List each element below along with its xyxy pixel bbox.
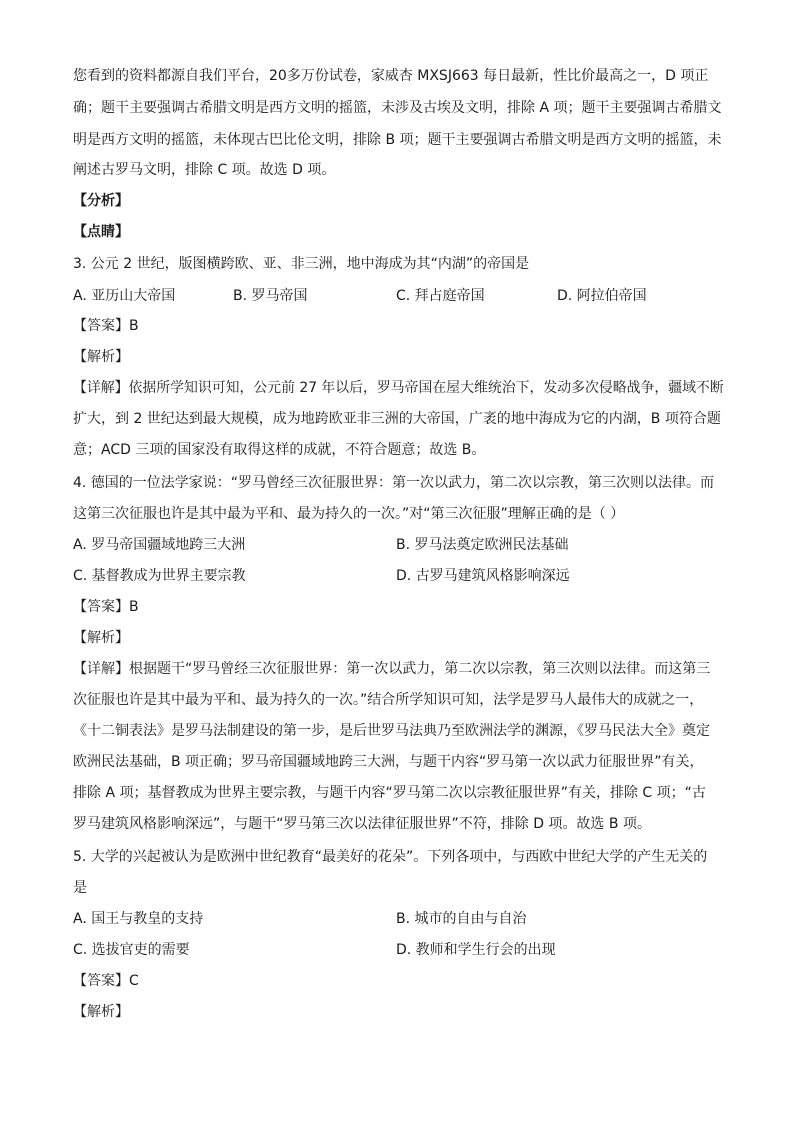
comment-tag: 【点睛】 [73, 224, 129, 240]
q4-option-b: B. 罗马法奠定欧洲民法基础 [396, 537, 569, 553]
intro-line-4: 阐述古罗马文明，排除 C 项。故选 D 项。 [73, 162, 336, 178]
q4-detail-4: 欧洲民法基础，B 项正确；罗马帝国疆域地跨三大洲，与题干内容“罗马第一次以武力征服世界”有关， [73, 754, 704, 770]
q4-option-c: C. 基督教成为世界主要宗教 [73, 568, 246, 584]
q5-option-c: C. 选拔官吏的需要 [73, 942, 190, 958]
q5-option-a: A. 国王与教皇的支持 [73, 911, 204, 927]
q4-option-a: A. 罗马帝国疆域地跨三大洲 [73, 537, 246, 553]
q3-analysis-tag: 【解析】 [73, 349, 129, 365]
q3-option-d: D. 阿拉伯帝国 [557, 288, 647, 304]
q5-stem-2: 是 [73, 880, 87, 896]
q3-option-b: B. 罗马帝国 [233, 288, 308, 304]
q3-option-c: C. 拜占庭帝国 [396, 288, 485, 304]
q4-answer: 【答案】B [73, 599, 139, 615]
q4-option-d: D. 古罗马建筑风格影响深远 [396, 568, 570, 584]
q4-detail-2: 次征服也许是其中最为平和、最为持久的一次。”结合所学知识可知，法学是罗马人最伟大的成就之一， [73, 692, 704, 708]
q5-analysis-tag: 【解析】 [73, 1004, 129, 1020]
q4-stem-1: 4. 德国的一位法学家说：“罗马曾经三次征服世界：第一次以武力，第二次以宗教，第三次则以法律。而 [73, 475, 715, 491]
q3-answer: 【答案】B [73, 318, 139, 334]
intro-line-2: 确；题干主要强调古希腊文明是西方文明的摇篮，未涉及古埃及文明，排除 A 项；题干主要强调古希腊文 [73, 100, 722, 116]
q3-detail-1: 【详解】依据所学知识可知，公元前 27 年以后，罗马帝国在屋大维统治下，发动多次侵略战争，疆域不断 [73, 380, 724, 396]
q5-option-b: B. 城市的自由与自治 [396, 911, 527, 927]
q4-analysis-tag: 【解析】 [73, 630, 129, 646]
q3-detail-3: 意；ACD 三项的国家没有取得这样的成就，不符合题意；故选 B。 [73, 442, 486, 458]
q3-detail-2: 扩大，到 2 世纪达到最大规模，成为地跨欧亚非三洲的大帝国，广袤的地中海成为它的内湖，B 项符合题 [73, 411, 721, 427]
q3-option-a: A. 亚历山大帝国 [73, 288, 176, 304]
q4-detail-3: 《十二铜表法》是罗马法制建设的第一步，是后世罗马法典乃至欧洲法学的渊源，《罗马民法大全》奠定 [73, 723, 710, 739]
q4-detail-6: 罗马建筑风格影响深远”，与题干“罗马第三次以法律征服世界”不符，排除 D 项。故选 B 项。 [73, 816, 651, 832]
intro-line-3: 明是西方文明的摇篮，未体现古巴比伦文明，排除 B 项；题干主要强调古希腊文明是西方文明的摇篮，未 [73, 132, 722, 148]
q5-stem-1: 5. 大学的兴起被认为是欧洲中世纪教育“最美好的花朵”。下列各项中，与西欧中世纪大学的产生无关的 [73, 849, 708, 865]
q3-stem: 3. 公元 2 世纪，版图横跨欧、亚、非三洲，地中海成为其“内湖”的帝国是 [73, 256, 530, 272]
analysis-tag: 【分析】 [73, 193, 129, 209]
q5-option-d: D. 教师和学生行会的出现 [396, 942, 556, 958]
q4-detail-5: 排除 A 项；基督教成为世界主要宗教，与题干内容“罗马第二次以宗教征服世界”有关，排除 C 项；“古 [73, 785, 706, 801]
q4-stem-2: 这第三次征服也许是其中最为平和、最为持久的一次。”对“第三次征服”理解正确的是（ ） [73, 506, 625, 522]
q5-answer: 【答案】C [73, 973, 139, 989]
intro-line-1: 您看到的资料都源自我们平台，20多万份试卷，家威杏 MXSJ663 每日最新，性比价最高之一，D 项正 [73, 68, 709, 84]
q4-detail-1: 【详解】根据题干“罗马曾经三次征服世界：第一次以武力，第二次以宗教，第三次则以法律。而这第三 [73, 661, 711, 677]
